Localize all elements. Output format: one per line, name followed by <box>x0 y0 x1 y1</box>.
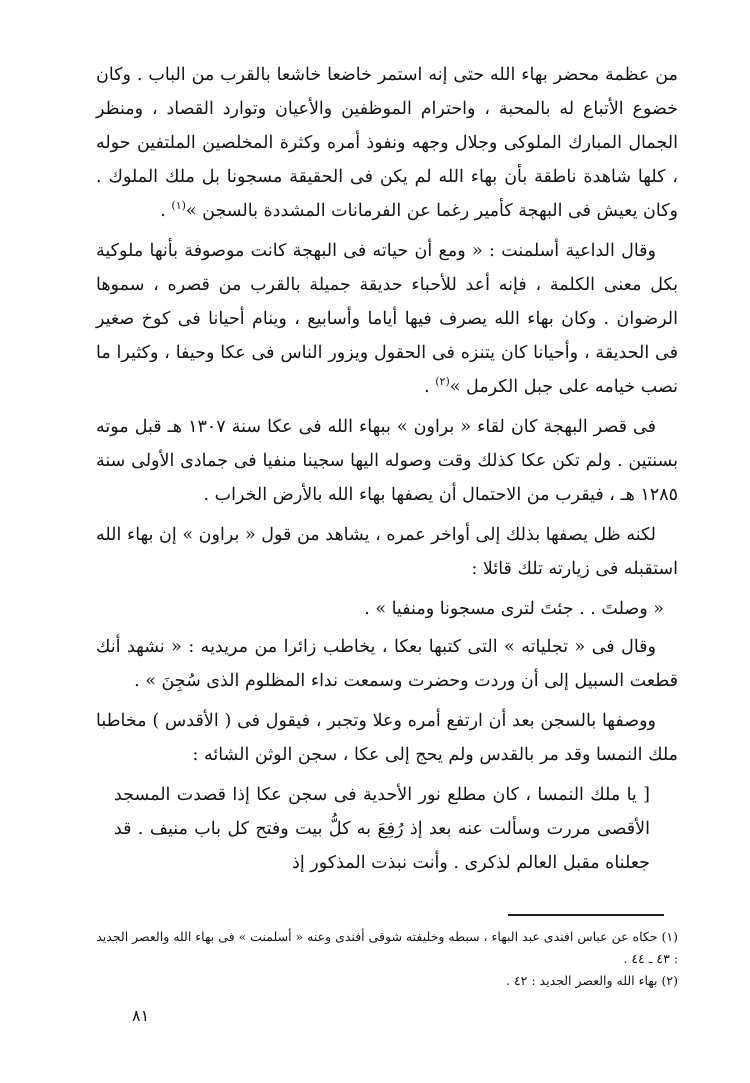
paragraph-4: لكنه ظل يصفها بذلك إلى أواخر عمره ، يشاهد من قول « براون » إن بهاء الله استقبله فى زيارته تلك قائلا : <box>96 525 678 579</box>
page-number: ٨١ <box>132 1006 150 1025</box>
footnote-ref-2: (٢) <box>435 375 450 389</box>
footnote-ref-1: (١) <box>171 199 186 213</box>
paragraph-6: ووصفها بالسجن بعد أن ارتفع أمره وعلا وتجبر ، فيقول فى ( الأقدس ) مخاطبا ملك النمسا وقد مر بالقدس ولم يحج إلى عكا ، سجن الوثن الشائه : <box>96 711 678 765</box>
paragraph-2: وقال الداعية أسلمنت : « ومع أن حياته فى البهجة كانت موصوفة بأنها ملوكية بكل معنى الكلمة ، فإنه أعد للأحباء حديقة جميلة بالقرب من قصره ، سموها الرضوان . وكان بهاء الله يصرف فيها أياما وأسابيع ، وينام أحيانا فى كوخ صغير فى الحديقة ، وأحيانا كان يتنزه فى الحقول ويزور الناس فى عكا وحيفا ، وكثيرا ما نصب خيامه على جبل الكرمل »$^{(٢)}$ . <box>96 241 678 397</box>
quote-line: « وصلتَ . . جئتَ لترى مسجونا ومنفيا » . <box>364 599 664 619</box>
main-text <box>96 58 678 880</box>
paragraph-3: فى قصر البهجة كان لقاء « براون » ببهاء الله فى عكا سنة ١٣٠٧ هـ قبل موته بسنتين . ولم تكن عكا كذلك وقت وصوله اليها سجينا منفيا فى جمادى الأولى سنة ١٢٨٥ هـ ، فيقرب من الاحتمال أن يصفها بهاء الله بالأرض الخراب . <box>96 417 678 505</box>
footnotes <box>96 926 678 992</box>
paragraph-1: من عظمة محضر بهاء الله حتى إنه استمر خاضعا خاشعا بالقرب من الباب . وكان خضوع الأتباع له بالمحبة ، واحترام الموظفين والأعيان وتوارد القصاد ، ومنظر الجمال المبارك الملوكى وجلال وجهه ونفوذ أمره وكثرة المخلصين الملتفين حوله ، كلها شاهدة ناطقة بأن بهاء الله لم يكن فى الحقيقة مسجونا بل ملك الملوك . وكان يعيش فى البهجة كأمير رغما عن الفرمانات المشددة بالسجن »$^{(١)}$ . <box>96 65 678 221</box>
paragraph-5: وقال فى « تجلياته » التى كتبها بعكا ، يخاطب زائرا من مريديه : « نشهد أنك قطعت السبيل إلى أن وردت وحضرت وسمعت نداء المظلوم الذى سُجِنَ » . <box>96 637 678 691</box>
footnote-1: (١) حكاه عن عباس افندى عبد البهاء ، سبطه وخليفته شوقى أفندى وعنه « أسلمنت » فى بهاء الله والعصر الجديد : ٤٣ ـ ٤٤ . <box>96 929 678 966</box>
footnote-2: (٢) بهاء الله والعصر الجديد : ٤٢ . <box>505 973 678 988</box>
block-quote: [ يا ملك النمسا ، كان مطلع نور الأحدية فى سجن عكا إذا قصدت المسجد الأقصى مررت وسألت عنه بعد إذ رُفِعَ به كلُّ بيت وفتح كل باب منيف . قد جعلناه مقبل العالم لذكرى . وأنت نبذت المذكور إذ <box>114 785 650 873</box>
footnote-divider <box>508 914 664 916</box>
